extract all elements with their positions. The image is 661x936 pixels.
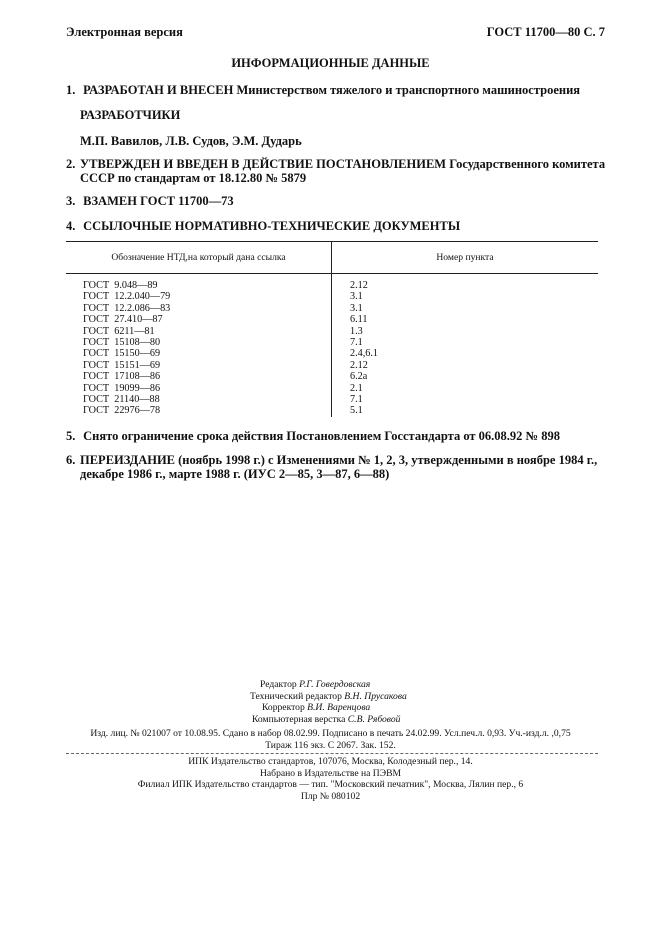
- credit-corrector: [250, 702, 407, 714]
- table-cell-clause: 2.1: [350, 382, 363, 394]
- table-cell-document: ГОСТ 15151—69: [83, 359, 161, 371]
- credit-role: Компьютерная верстка: [252, 713, 346, 725]
- section-1: [66, 83, 606, 97]
- section-6: [66, 453, 606, 481]
- table-row: [66, 405, 598, 416]
- table-cell-clause: 6.11: [350, 314, 368, 326]
- credit-name: С.В. Рябовой: [347, 713, 401, 725]
- table-cell-clause: 7.1: [350, 336, 363, 348]
- section-3-text: ВЗАМЕН ГОСТ 11700—73: [83, 194, 234, 208]
- table-header: [66, 241, 598, 274]
- table-cell-clause: 2.12: [350, 359, 368, 371]
- section-2-line1: УТВЕРЖДЕН И ВВЕДЕН В ДЕЙСТВИЕ ПОСТАНОВЛЕНИЕМ Государственного комитета: [80, 157, 606, 171]
- credit-role: Корректор: [262, 702, 305, 713]
- table-cell-clause: 7.1: [350, 393, 363, 405]
- publisher-line2: Набрано в Издательстве на ПЭВМ: [260, 767, 401, 779]
- section-4: [66, 219, 606, 233]
- section-6-number: 6.: [66, 453, 76, 467]
- imprint: [0, 728, 661, 751]
- table-divider-header: [331, 242, 332, 273]
- credit-editor: [250, 679, 407, 691]
- table-cell-clause: 6.2а: [350, 371, 368, 383]
- table-row: [66, 280, 598, 291]
- table-cell-clause: 5.1: [350, 405, 363, 417]
- table-header-col2: Номер пункта: [436, 252, 494, 263]
- table-cell-document: ГОСТ 6211—81: [83, 325, 155, 337]
- section-5: [66, 429, 606, 443]
- table-cell-clause: 1.3: [350, 325, 363, 337]
- table-cell-document: ГОСТ 15108—80: [83, 336, 161, 348]
- table-row: [66, 394, 598, 405]
- references-table: [66, 241, 598, 419]
- section-3: [66, 194, 606, 208]
- section-2-line2: СССР по стандартам от 18.12.80 № 5879: [80, 171, 307, 185]
- table-cell-document: ГОСТ 17108—86: [83, 371, 161, 383]
- section-4-text: ССЫЛОЧНЫЕ НОРМАТИВНО-ТЕХНИЧЕСКИЕ ДОКУМЕНТЫ: [83, 219, 461, 233]
- credit-layout: [250, 714, 407, 726]
- table-cell-clause: 2.12: [350, 280, 368, 291]
- header-left: Электронная версия: [66, 25, 183, 39]
- table-row: [66, 303, 598, 314]
- imprint-line2: Тираж 116 экз. С 2067. Зак. 152.: [265, 739, 396, 751]
- imprint-divider: [66, 753, 598, 754]
- section-5-number: 5.: [66, 429, 76, 443]
- table-row: [66, 326, 598, 337]
- credit-tech-editor: [250, 691, 407, 703]
- imprint-line1: Изд. лиц. № 021007 от 10.08.95. Сдано в набор 08.02.99. Подписано в печать 24.02.99. Усл.печ.л. 0,93. Уч.-изд.л. ,0,75: [90, 728, 571, 739]
- header-right: ГОСТ 11700—80 С. 7: [486, 25, 605, 39]
- section-1-text: РАЗРАБОТАН И ВНЕСЕН Министерством тяжелого и транспортного машиностроения: [83, 83, 581, 97]
- table-row: [66, 348, 598, 359]
- table-row: [66, 371, 598, 382]
- credit-name: В.Н. Прусакова: [344, 690, 407, 702]
- table-body: [66, 274, 598, 419]
- section-5-text: Снято ограничение срока действия Постановлением Госстандарта от 06.08.92 № 898: [83, 429, 560, 443]
- credit-name: В.И. Варенцова: [307, 702, 371, 713]
- table-cell-document: ГОСТ 19099—86: [83, 382, 161, 394]
- table-rows: [66, 280, 598, 417]
- credit-name: Р.Г. Говердовская: [299, 679, 371, 690]
- section-1-number: 1.: [66, 83, 76, 97]
- section-6-line1: ПЕРЕИЗДАНИЕ (ноябрь 1998 г.) с Изменениями № 1, 2, 3, утвержденными в ноябре 1984 г.,: [80, 453, 598, 467]
- credit-role: Технический редактор: [250, 690, 342, 702]
- publisher-line1: ИПК Издательство стандартов, 107076, Москва, Колодезный пер., 14.: [188, 756, 473, 767]
- developers-names: М.П. Вавилов, Л.В. Судов, Э.М. Дударь: [80, 134, 302, 148]
- table-row: [66, 291, 598, 302]
- table-row: [66, 383, 598, 394]
- section-3-number: 3.: [66, 194, 76, 208]
- table-cell-document: ГОСТ 21140—88: [83, 393, 160, 405]
- section-2: [66, 157, 606, 185]
- table-row: [66, 360, 598, 371]
- credit-role: Редактор: [260, 679, 297, 690]
- publisher-line3: Филиал ИПК Издательство стандартов — тип. "Московский печатник", Москва, Лялин пер., 6: [137, 779, 524, 790]
- publisher-info: [0, 756, 661, 802]
- section-6-line2: декабре 1986 г., марте 1988 г. (ИУС 2—85, 3—87, 6—88): [80, 467, 390, 481]
- table-cell-clause: 3.1: [350, 302, 363, 314]
- table-cell-document: ГОСТ 12.2.086—83: [83, 302, 171, 314]
- developers-heading: РАЗРАБОТЧИКИ: [80, 108, 181, 122]
- table-cell-document: ГОСТ 22976—78: [83, 405, 161, 417]
- table-cell-clause: 3.1: [350, 291, 363, 303]
- section-2-number: 2.: [66, 157, 76, 171]
- section-4-number: 4.: [66, 219, 76, 233]
- credits: [250, 679, 407, 725]
- table-cell-document: ГОСТ 12.2.040—79: [83, 291, 171, 303]
- page-title: ИНФОРМАЦИОННЫЕ ДАННЫЕ: [231, 56, 430, 70]
- table-cell-clause: 2.4,6.1: [350, 348, 379, 360]
- table-cell-document: ГОСТ 15150—69: [83, 348, 161, 360]
- table-cell-document: ГОСТ 27.410—87: [83, 314, 163, 326]
- table-row: [66, 337, 598, 348]
- table-cell-document: ГОСТ 9.048—89: [83, 280, 158, 291]
- table-row: [66, 314, 598, 325]
- table-header-col1: Обозначение НТД,на который дана ссылка: [111, 252, 286, 263]
- publisher-line4: Плр № 080102: [300, 790, 361, 802]
